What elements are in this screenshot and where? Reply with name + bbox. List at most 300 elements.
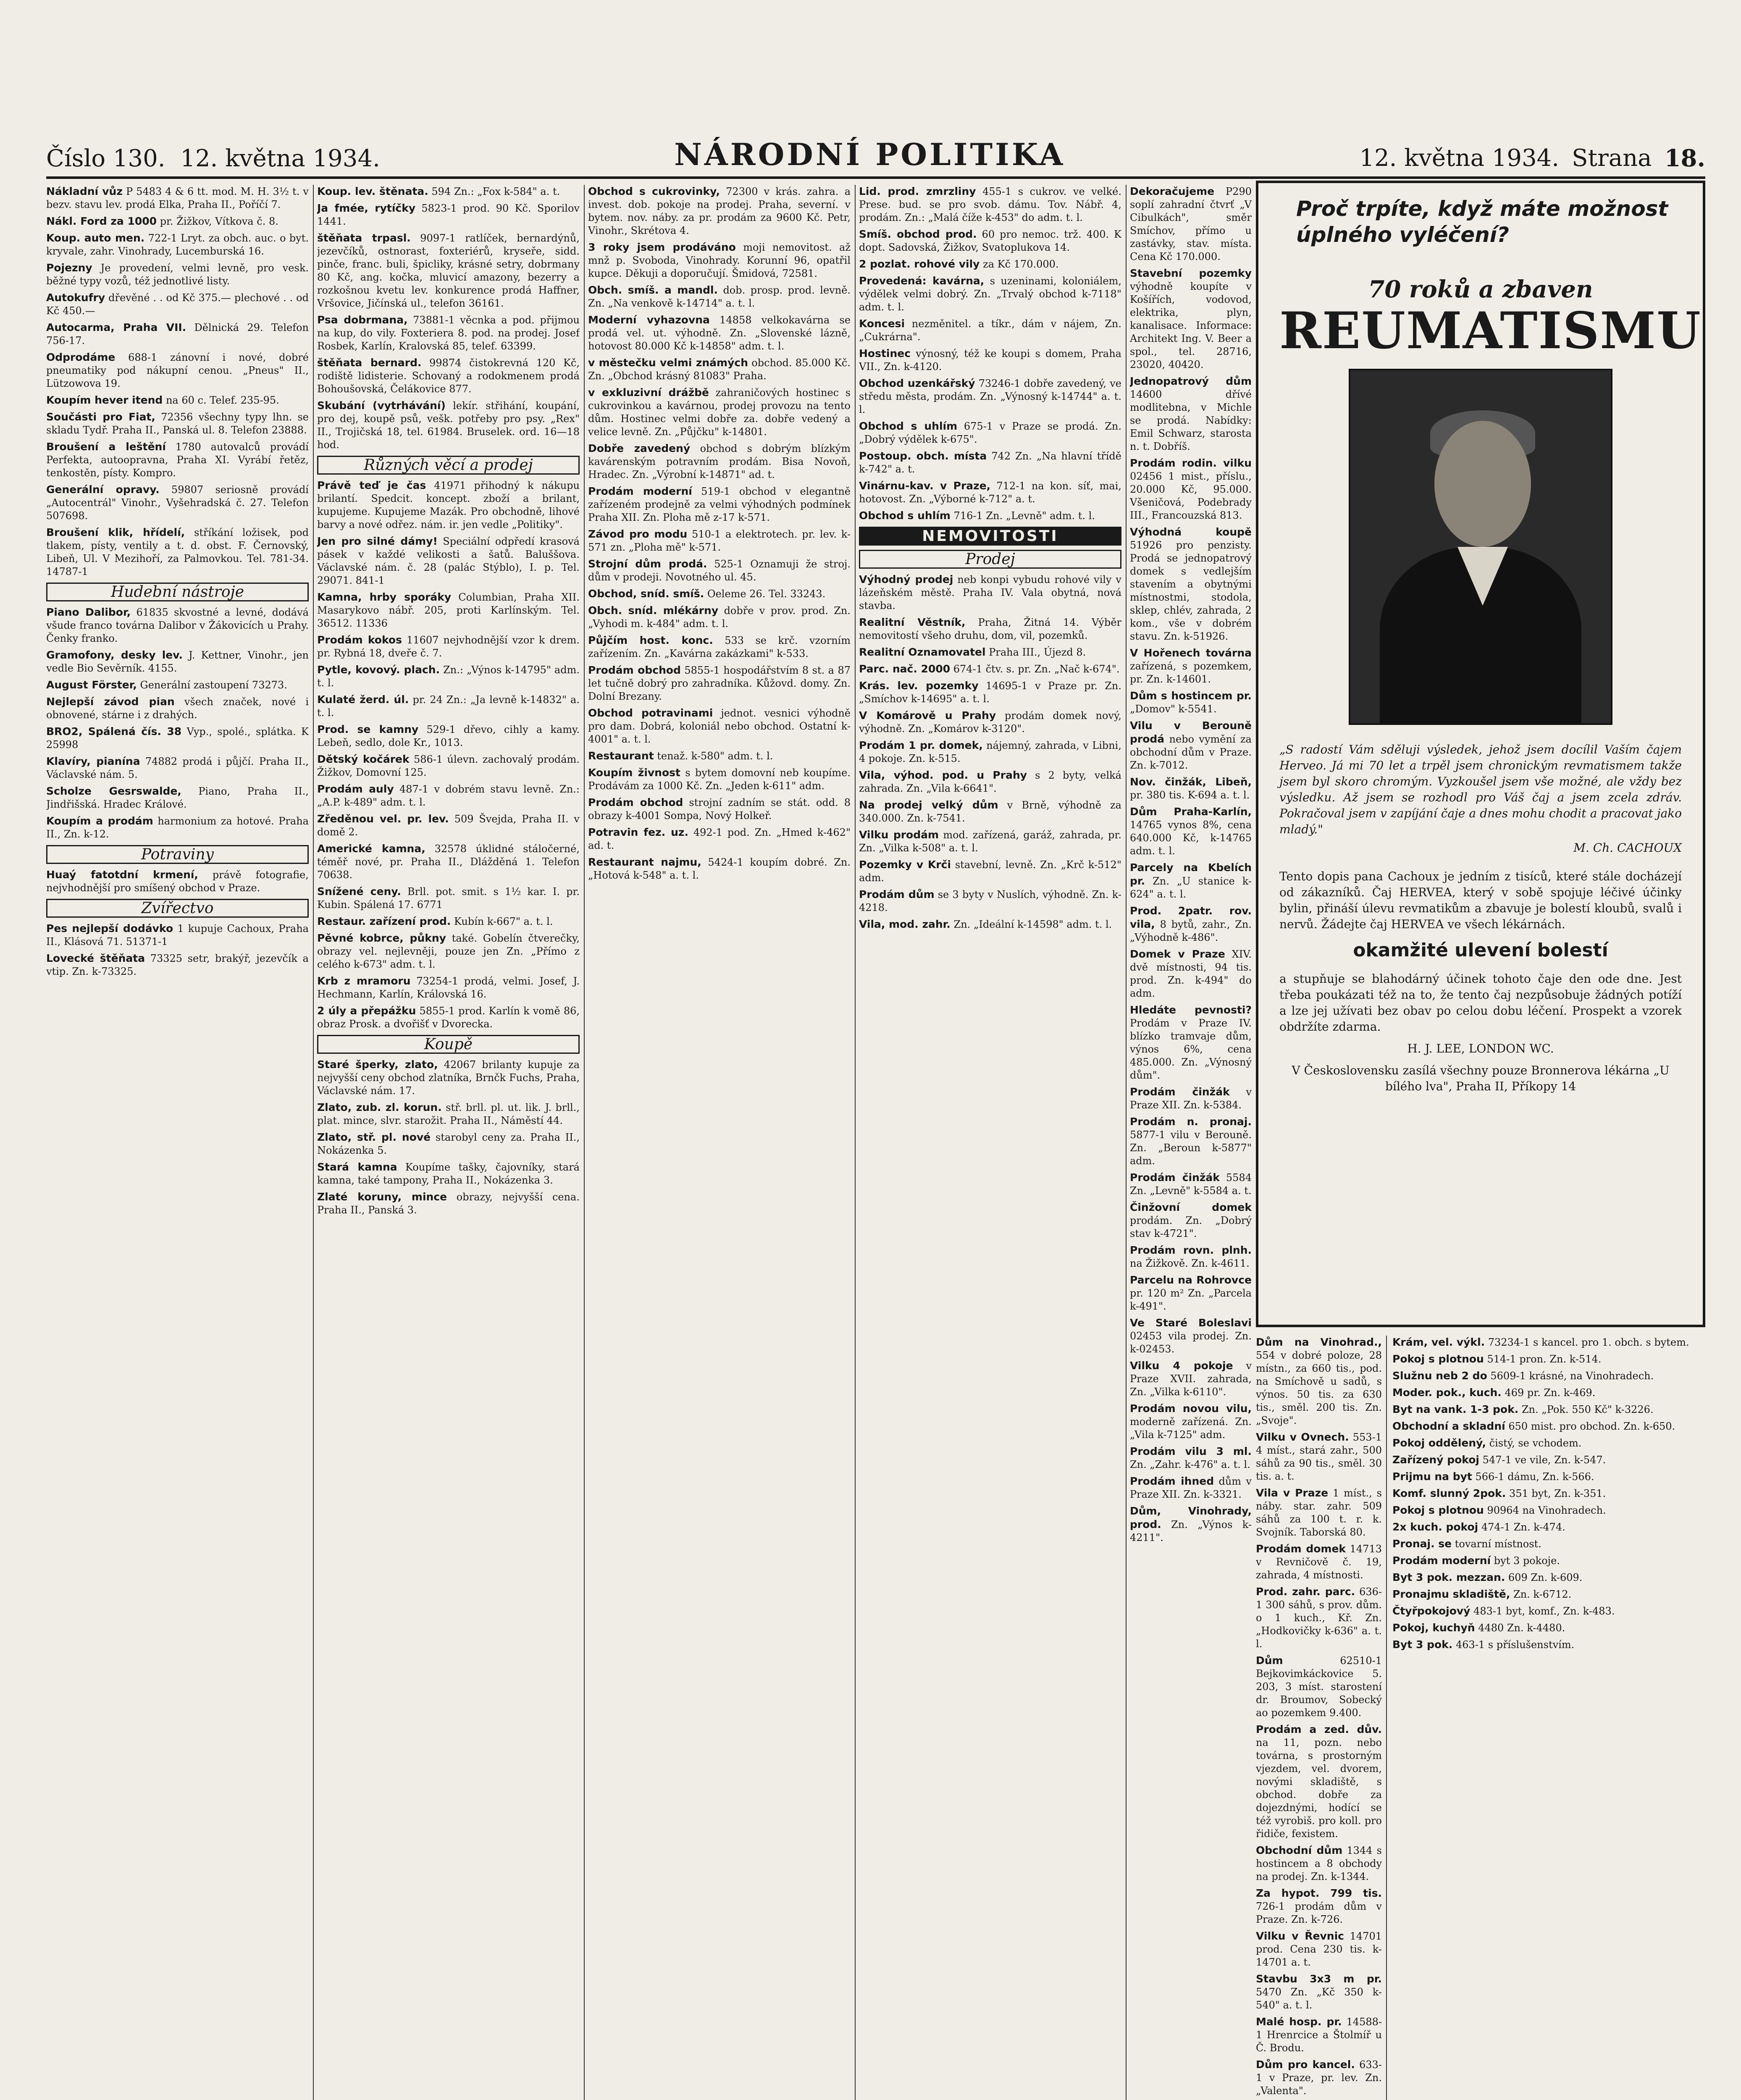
ad-text: 9097-1 ratlíček, bernardýnů, jezevčíků, ostnorast, foxteriérů, kryseře, sidd. pinče, franc. buli, špicliky, krásné setry, dobrmany 80 Kč, ang. kočka, mluvicí amazony, bezerry a rozkošnou kvetu lev. konkurence prodá Haffner, Vršovice, Jičínská ul., telefon 36161. (317, 232, 580, 309)
ad-title: Dům (1256, 1654, 1283, 1667)
ad-title: Vila, výhod. pod. u Prahy (859, 769, 1027, 781)
classified-column-5 (1130, 185, 1252, 2100)
ad-text: 469 pr. Zn. k-469. (1501, 1387, 1596, 1399)
ad-text: 72356 všechny typy lhn. se skladu Tydř. Praha II., Panská ul. 8. Telefon 23888. (46, 411, 309, 436)
classified-ad (46, 291, 309, 318)
ad-title: Psa dobrmana, (317, 314, 408, 326)
ad-text: 90964 na Vinohradech. (1484, 1504, 1606, 1516)
classified-ad (1256, 1336, 1382, 1427)
ad-text: čistý, se vchodem. (1486, 1437, 1582, 1449)
classified-ad (859, 274, 1121, 314)
ad-text: 14701 prod. Cena 230 tis. k-14701 a. t. (1256, 1930, 1382, 1968)
ad-title: 2 úly a přepážku (317, 1005, 416, 1017)
classified-ad (46, 351, 309, 390)
ad-text: Zn. „Výnos k-4211". (1130, 1519, 1252, 1544)
ad-title: Koupím hever itend (46, 394, 163, 406)
classified-ad (859, 662, 1121, 676)
classified-ad (1256, 1431, 1382, 1483)
ad-text: zahraničových hostinec s cukrovinkou a kavárnou, prodej provozu na tento dům. Hostinec velmi dobře za. dobře vedený a velice levně. Zn. „Půjčku" k-14801. (588, 387, 851, 438)
ad-text: 11607 nejvhodnější vzor k drem. pr. Rybná 18, dveře č. 7. (317, 634, 580, 659)
ad-text: 14588-1 Hrenrcice a Štolmíř u Č. Brodu. (1256, 2016, 1382, 2054)
classified-ad (317, 842, 580, 882)
ad-text: 633-1 v Praze, pr. lev. Zn. „Valenta". (1256, 2059, 1382, 2097)
issue-date-left: 12. května 1934. (180, 145, 380, 172)
ad-title: Obch. smíš. a mandl. (588, 284, 718, 296)
issue-number: Číslo 130. (46, 145, 165, 172)
ad-title: Skubání (vytrhávání) (317, 399, 446, 412)
classified-ad (1256, 2058, 1382, 2097)
ad-title: Pokoj, kuchyň (1392, 1622, 1475, 1634)
ad-title: Vilku v Ovnech. (1256, 1431, 1349, 1443)
ad-text: Je provedení, velmi levně, pro vesk. běžné typy vozů, též jednotlivé listy. (46, 262, 309, 287)
ad-title: Prodám domek (1256, 1543, 1346, 1555)
classified-ad (1130, 1085, 1252, 1112)
ad-title: Jednopatrový dům (1130, 375, 1252, 387)
classified-ad (317, 633, 580, 660)
ad-title: Pytle, kovový. plach. (317, 664, 440, 676)
ad-text: nájemný, zahrada, v Libni, 4 pokoje. Zn. k-515. (859, 740, 1121, 764)
ad-title: Vilku prodám (859, 829, 939, 841)
classified-ad (1392, 1369, 1705, 1383)
classified-ad (317, 723, 580, 749)
column-rule (313, 185, 314, 2100)
ad-text: 553-1 4 míst., stará zahr., 500 sáhů za 90 tis., směl. 30 tis. a. t. (1256, 1431, 1382, 1482)
ad-text: tovarní místnost. (1452, 1538, 1541, 1550)
ad-title: Činžovní domek (1130, 1201, 1252, 1213)
classified-column-7 (1392, 1336, 1705, 2100)
ad-testimonial: „S radostí Vám sděluji výsledek, jehož jsem docílil Vaším čajem Herveo. Já mi 70 let a trpěl jsem chronickým revmatismem takže jsem byl skoro chromým. Vyzkoušel jsem vše možné, ale vždy bez výsledku. Až jsem se rozhodl pro Váš čaj a jsem zcela zdráv. Pokračoval jsem v zapíjání čaje a dnes mohu chodit a pracovat jako mladý." (1279, 743, 1682, 836)
ad-title: Potravin fez. uz. (588, 826, 688, 838)
ad-text: pr. 24 Zn.: „Ja levně k-14832" a. t. l. (317, 694, 580, 719)
classified-ad (859, 420, 1121, 446)
classified-ad (588, 442, 851, 481)
ad-title: Moderní vyhazovna (588, 314, 710, 326)
classified-ad (1392, 1621, 1705, 1635)
classified-ad (588, 528, 851, 554)
issue-date-right: 12. května 1934. (1359, 144, 1560, 172)
ad-text: 5470 Zn. „Kč 350 k-540" a. t. l. (1256, 1986, 1382, 2011)
ad-title: Pronajmu skladiště, (1392, 1588, 1510, 1600)
ad-text: prodám. Zn. „Dobrý stav k-4721". (1130, 1215, 1252, 1239)
ad-text: 8 bytů, zahr., Zn. „Výhodně k-486". (1130, 919, 1252, 943)
ad-title: Pokoj s plotnou (1392, 1504, 1484, 1516)
ad-text: 609 Zn. k-609. (1505, 1572, 1583, 1583)
ad-title: Prodám a zed. dův. (1256, 1723, 1382, 1735)
classified-ad (859, 739, 1121, 765)
classified-ad (588, 284, 851, 310)
ad-text: 73254-1 prodá, velmi. Josef, J. Hechmann, Karlín, Královská 16. (317, 975, 580, 1000)
classified-ad (859, 709, 1121, 735)
section-heading: NEMOVITOSTI (859, 527, 1121, 546)
classified-ad (46, 725, 309, 751)
ad-text: 02453 vila prodej. Zn. k-02453. (1130, 1330, 1252, 1355)
ad-text: na 11, pozn. nebo továrna, s prostorným vjezdem, vel. dvorem, novými skladiště, s obchod. dobře za dojezdnými, hodící se též vyrobiš. pro koll. pro řidiče, fexistem. (1256, 1737, 1382, 1840)
ad-text: stříkání ložisek, pod tlakem, písty, ventily a t. d. obst. F. Černovský, Libeň, Ul. V Mezihoří, za Palmovkou. Tel. 781-34. 14787-1 (46, 527, 309, 578)
classified-ad (859, 616, 1121, 642)
ad-title: Generální opravy. (46, 483, 160, 496)
ad-text: s bytem domovní neb koupíme. Prodávám za 1000 Kč. Zn. „Jeden k-611" adm. (588, 767, 851, 792)
ad-title: Prod. 2patr. rov. vila, (1130, 905, 1252, 930)
classified-ad (317, 915, 580, 928)
ad-title: Prodám obchod (588, 796, 683, 808)
ad-text: harmonium za hotové. Praha II., Zn. k-12. (46, 815, 309, 840)
ad-title: Piano Dalibor, (46, 606, 131, 618)
classified-ad (1392, 1504, 1705, 1517)
classified-ad (317, 663, 580, 690)
classified-ad (317, 1160, 580, 1187)
ad-title: Realitní Oznamovatel (859, 646, 986, 658)
ad-text: 509 Švejda, Praha II. v domě 2. (317, 813, 580, 838)
ad-text: 14713 v Revničově č. 19, zahrada, 4 místnosti. (1256, 1543, 1382, 1581)
ad-text: Piano, Praha II., Jindřišská. Hradec Králové. (46, 785, 309, 810)
ad-text: 533 se krč. vzorním zařízením. Zn. „Kavárna zakázkami" k-533. (588, 635, 851, 659)
classified-ad (46, 678, 309, 692)
classified-ad (1130, 1273, 1252, 1313)
classified-column-3 (588, 185, 851, 2100)
ad-title: Zlaté koruny, mince (317, 1191, 447, 1203)
ad-title: Prijmu na byt (1392, 1470, 1472, 1483)
ad-text: Praha, Žitná 14. Výběr nemovitostí všeho druhu, dom, vil, pozemků. (859, 617, 1121, 641)
ad-relief: okamžité ulevení bolestí (1353, 940, 1608, 961)
ad-text: výhodně koupíte v Košířích, vodovod, elektrika, plyn, kanalisace. Informace: Architekt Ing. V. Beer a spol., tel. 28716, 23020, 40420. (1130, 281, 1252, 370)
ad-text: 636-1 300 sáhů, s prov. dům. o 1 kuch., Kř. Zn. „Hodkovičky k-636" a. t. l. (1256, 1586, 1382, 1650)
ad-text: 41971 přihodný k nákupu brilantí. Spedcit. koncept. zboží a brilant, kupujeme. Kupujeme Mazák. Pro obchodně, lihové barvy a nové odřez. nám. ir. jen vedle „Politiky". (317, 480, 580, 530)
classified-ad (859, 858, 1121, 885)
ad-title: Huaý fatotdní krmení, (46, 869, 198, 881)
ad-text: 59807 seriosně provádí „Autocentrál" Vinohr., Vyšehradská č. 27. Telefon 507698. (46, 484, 309, 522)
ad-title: Dům Praha-Karlín, (1130, 806, 1252, 818)
ad-text: strojní zadním se stát. odd. 8 obrazy k-4001 Sompa, Nový Holkeř. (588, 797, 851, 822)
ad-title: Koupím a prodám (46, 815, 153, 827)
classified-ad (1130, 1115, 1252, 1168)
ad-title: Realitní Věstník, (859, 616, 966, 628)
classified-ad (1130, 904, 1252, 944)
ad-title: Pokoj s plotnou (1392, 1353, 1484, 1365)
ad-text: Columbian, Praha XII. Masarykovo nábř. 205, proti Karlínským. Tel. 36512. 11336 (317, 591, 580, 629)
ad-text: 529-1 dřevo, cihly a kamy. Lebeň, sedlo, dole Kr., 1013. (317, 724, 580, 748)
ad-title: Kulaté žerd. úl. (317, 693, 409, 706)
ad-text: Zn. „Zahr. k-476" a. t. l. (1130, 1459, 1250, 1470)
classified-ad (588, 241, 851, 280)
classified-ad (1256, 1844, 1382, 1883)
masthead (46, 136, 1705, 179)
classified-ad (46, 483, 309, 522)
section-heading: Zvířectvo (46, 899, 309, 918)
classified-ad (1392, 1588, 1705, 1601)
ad-text: 73881-1 věcnka a pod. přijmou na kup, do vily. Foxteriera 8. pod. na prodej. Josef Rosbek, Karlín, Kralovská 85, telef. 63399. (317, 314, 580, 352)
ad-text: v Praze XVII. zahrada, Zn. „Vilka k-6110". (1130, 1360, 1252, 1398)
ad-title: Prodám činžák (1130, 1171, 1220, 1184)
ad-title: Prodám vilu 3 ml. (1130, 1445, 1252, 1457)
classified-ad (1130, 267, 1252, 371)
ad-title: Pokoj oddělený, (1392, 1437, 1486, 1449)
ad-text: nezměnitel. a tíkr., dám v nájem, Zn. „Cukrárna". (859, 318, 1121, 343)
classified-ad (1392, 1554, 1705, 1567)
ad-text: 566-1 dámu, Zn. k-566. (1472, 1471, 1594, 1483)
ad-title: Autocarma, Praha VII. (46, 321, 186, 333)
ad-text: 514-1 pron. Zn. k-514. (1484, 1353, 1602, 1365)
ad-title: Právě teď je čas (317, 479, 426, 491)
ad-title: Dobře zavedený (588, 442, 691, 454)
ad-title: Prodám 1 pr. domek, (859, 739, 983, 751)
classified-ad (1256, 1585, 1382, 1651)
ad-text: 742 Zn. „Na hlavní třídě k-742" a. t. (859, 450, 1121, 475)
classified-ad (46, 785, 309, 811)
classified-ad (46, 952, 309, 978)
ad-question: Proč trpíte, když máte možnost úplného vyléčení? (1296, 197, 1668, 247)
classified-ad (317, 313, 580, 353)
ad-text: byt 3 pokoje. (1491, 1555, 1560, 1567)
ad-text: 5609-1 krásné, na Vinohradech. (1487, 1370, 1654, 1382)
ad-title: Vilku v Řevnic (1256, 1930, 1344, 1942)
classified-ad (1130, 1475, 1252, 1501)
classified-ad (46, 755, 309, 781)
ad-text: 455-1 s cukrov. ve velké. Prese. bud. se pro svob. dámu. Tov. Nábř. 4, prodám. Zn.: „Malá číže k-453" do adm. t. l. (859, 186, 1121, 223)
ad-text: 716-1 Zn. „Levně" adm. t. l. (950, 510, 1095, 522)
ad-title: Stavbu 3x3 m pr. (1256, 1973, 1382, 1985)
classified-ad (1392, 1571, 1705, 1584)
classified-ad (1130, 1003, 1252, 1082)
ad-title: Dětský kočárek (317, 753, 410, 765)
ad-text: dům v Praze XII. Zn. k-3321. (1130, 1475, 1252, 1500)
column-rule (1126, 185, 1127, 2100)
ad-text: na Žižkově. Zn. k-4611. (1130, 1257, 1250, 1269)
ad-title: Smíš. obchod prod. (859, 228, 977, 240)
ad-title: Koup. auto men. (46, 232, 145, 244)
ad-text: 492-1 pod. Zn. „Hmed k-462" ad. t. (588, 827, 851, 851)
ad-text: 99874 čistokrevná 120 Kč, rodiště lidisterie. Schovaný a rodokmenem prodá Bohoušovská, Čelákovice 877. (317, 357, 580, 395)
classified-ad (46, 814, 309, 841)
ad-title: Restaur. zařízení prod. (317, 915, 451, 927)
page-number: 18. (1664, 144, 1705, 172)
classified-ad (1392, 1453, 1705, 1467)
classified-ad (588, 826, 851, 852)
ad-title: Prodám moderní (1392, 1554, 1491, 1567)
ad-title: Dům na Vinohrad., (1256, 1336, 1382, 1348)
classified-ad (46, 868, 309, 895)
section-heading: Hudební nástroje (46, 583, 309, 601)
classified-ad (588, 749, 851, 763)
ad-title: Byt 3 pok. mezzan. (1392, 1571, 1505, 1583)
ad-title: Stará kamna (317, 1161, 397, 1173)
ad-title: Prodám dům (859, 888, 935, 900)
ad-title: Prodám n. pronaj. (1130, 1116, 1252, 1128)
classified-ad (859, 347, 1121, 373)
ad-text: pr. Žižkov, Vítkova č. 8. (157, 215, 278, 227)
ad-title: Nákladní vůz (46, 185, 123, 197)
column-rule (855, 185, 856, 2100)
ad-title: v městečku velmi známých (588, 357, 748, 369)
ad-title: Prodám kokos (317, 634, 402, 646)
ad-title: Na prodej velký dům (859, 799, 998, 811)
ad-title: Kamna, hrby sporáky (317, 591, 452, 603)
column-rule (584, 185, 585, 2100)
ad-distributor: V Československu zasílá všechny pouze Bronnerova lékárna „U bílého lva", Praha II, Příkopy 14 (1292, 1063, 1670, 1093)
classified-ad (1130, 525, 1252, 643)
ad-title: 2x kuch. pokoj (1392, 1521, 1478, 1533)
ad-title: Strojní dům prodá. (588, 558, 707, 570)
ad-text: 586-1 úlevn. zachovalý prodám. Žižkov, Domovní 125. (317, 753, 580, 778)
classified-ad (859, 509, 1121, 522)
classified-ad (859, 828, 1121, 855)
ad-text: 674-1 čtv. s. pr. Zn. „Nač k-674". (950, 663, 1120, 675)
classified-ad (1256, 2015, 1382, 2055)
ad-text: 5823-1 prod. 90 Kč. Sporilov 1441. (317, 202, 580, 227)
ad-text: tenaž. k-580" adm. t. l. (654, 750, 773, 762)
ad-text: 5424-1 koupím dobré. Zn. „Hotová k-548" a. t. l. (588, 856, 851, 881)
ad-title: BRO2, Spálená čís. 38 (46, 725, 182, 738)
ad-text: P 5483 4 & 6 tt. mod. M. H. 3½ t. v bezv. stavu lev. prodá Elka, Praha II., Poříčí 7. (46, 186, 309, 210)
classified-ad (588, 856, 851, 882)
classified-ad (1392, 1436, 1705, 1450)
ad-text: 73246-1 dobře zavedený, ve středu města, prodám. Zn. „Výnosný k-14744" a. t. l. (859, 378, 1121, 415)
classified-ad (859, 573, 1121, 612)
ad-title: Parcelu na Rohrovce (1130, 1274, 1252, 1286)
classified-ad (588, 766, 851, 793)
ad-title: Nákl. Ford za 1000 (46, 215, 157, 227)
classified-ad (859, 679, 1121, 706)
ad-title: Malé hosp. pr. (1256, 2016, 1342, 2028)
classified-ad (1130, 1201, 1252, 1240)
ad-title: Prodám rodin. vilku (1130, 457, 1252, 469)
ad-title: Parc. nač. 2000 (859, 663, 951, 675)
classified-ad (1130, 457, 1252, 522)
ad-text: 675-1 v Praze se prodá. Zn. „Dobrý výdělek k-675". (859, 420, 1121, 445)
classified-ad (317, 399, 580, 452)
ad-title: Vila v Praze (1256, 1487, 1329, 1499)
ad-title: Odprodáme (46, 351, 116, 363)
ad-text: v Praze XII. Zn. k-5384. (1130, 1086, 1252, 1111)
classified-ad (588, 664, 851, 703)
classified-ad (317, 1004, 580, 1031)
ad-title: Koncesi (859, 318, 905, 330)
ad-title: Obchod uzenkářský (859, 377, 975, 389)
classified-ad (1130, 775, 1252, 802)
ad-title: Koup. lev. štěnata. (317, 185, 428, 197)
ad-text: J. Kettner, Vinohr., jen vedle Bio Sevěrník. 4155. (46, 649, 309, 674)
classified-ad (1130, 1171, 1252, 1197)
classified-ad (588, 634, 851, 660)
ad-text: pr. 120 m² Zn. „Parcela k-491". (1130, 1287, 1252, 1312)
ad-title: Obchod s cukrovinky, (588, 185, 720, 197)
newspaper-title: NÁRODNÍ POLITIKA (674, 136, 1066, 172)
ad-title: 2 pozlat. rohové vily (859, 258, 980, 270)
classified-ad (317, 885, 580, 911)
classified-ad (588, 796, 851, 822)
classified-ad (46, 922, 309, 948)
ad-text: 510-1 a elektrotech. pr. lev. k-571 zn. „Ploha mě" k-571. (588, 528, 851, 553)
ad-title: V Hořenech továrna (1130, 647, 1252, 659)
ad-title: Lid. prod. zmrzliny (859, 185, 976, 197)
ad-title: Výhodná koupě (1130, 526, 1252, 538)
ad-text: stavební, levně. Zn. „Krč k-512" adm. (859, 859, 1121, 884)
ad-title: Ja fmée, rytíčky (317, 202, 416, 214)
classified-ad (1130, 646, 1252, 686)
ad-text: 525-1 Oznamuji že stroj. dům v prodeji. Novotného ul. 45. (588, 558, 851, 583)
ad-text: dobře v prov. prod. Zn. „Vyhodi m. k-484" adm. t. l. (588, 605, 851, 630)
classified-ad (46, 526, 309, 578)
classified-ad (859, 449, 1121, 476)
classified-ad (46, 440, 309, 480)
ad-title: Staré šperky, zlato, (317, 1058, 438, 1071)
classified-ad (46, 321, 309, 347)
ad-text: 60 pro nemoc. trž. 400. K dopt. Sadovská, Žižkov, Svatoplukova 14. (859, 228, 1121, 253)
classified-ad (317, 479, 580, 531)
classified-ad (317, 812, 580, 839)
classified-ad (1130, 375, 1252, 453)
classified-ad (1392, 1420, 1705, 1433)
ad-title: Krb z mramoru (317, 975, 411, 987)
ad-title: Restaurant najmu, (588, 856, 701, 868)
ad-title: Dekoračujeme (1130, 185, 1215, 197)
ad-title: Scholze Gesrswalde, (46, 785, 181, 797)
ad-title: Hostinec (859, 347, 911, 360)
ad-title: Byt na vank. 1-3 pok. (1392, 1403, 1519, 1415)
ad-text: také. Gobelín čtverečky, obrazy vel. nejlevněji, pouze jen Zn. „Přímo z celého k-673" adm. t. l. (317, 932, 580, 970)
ad-title: Prodám obchod (588, 664, 681, 676)
classified-ad (1392, 1352, 1705, 1366)
ad-title: Zařízený pokoj (1392, 1454, 1479, 1466)
ad-text: 5855-1 hospodářstvím 8 st. a 87 let tučně dobrý pro zahradníka. Kůžovd. domy. Zn. Dolní Brezany. (588, 664, 851, 702)
ad-text: dřevěné . . od Kč 375.— plechové . . od Kč 450.— (46, 292, 309, 317)
ad-title: Dům s hostincem pr. (1130, 690, 1252, 702)
ad-title: August Förster, (46, 679, 137, 691)
ad-text: 519-1 obchod v elegantně zařízeném prodejně za velmi výhodných podmínek Praha XII. Zn. Ploha mě z-17 k-571. (588, 486, 851, 523)
classified-ad (1256, 1723, 1382, 1840)
ad-text: Speciální odpředí krasová pásek v každé velikosti a šatů. Baluššova. Václavské nám. č. 28 (palác Stýblo), I. p. Tel. 29071. 841-1 (317, 536, 580, 586)
ad-title: Americké kamna, (317, 843, 425, 855)
ad-title: Vinárnu-kav. v Praze, (859, 480, 991, 492)
reumatismus-advertisement (1256, 181, 1705, 1327)
ad-text: XIV. dvě místnosti, 94 tis. prod. Zn. k-494" do adm. (1130, 948, 1252, 999)
ad-text: Kubín k-667" a. t. l. (451, 916, 553, 927)
classified-ad (1392, 1537, 1705, 1551)
ad-text: 547-1 ve vile, Zn. k-547. (1479, 1454, 1606, 1466)
classified-ad (317, 591, 580, 630)
classified-ad (317, 356, 580, 396)
ad-title: Postoup. obch. místa (859, 450, 987, 462)
ad-age-line: 70 roků a zbaven (1368, 276, 1593, 303)
ad-text: Koupíme tašky, čajovníky, stará kamna, také tampony, Praha II., Nokázenka 3. (317, 1161, 580, 1186)
ad-text: 688-1 zánovní i nové, dobré pneumatiky pod nákupní cenou. „Pneus" II., Lützowova 19. (46, 352, 309, 389)
ad-headline: REUMATISMU (1279, 301, 1702, 360)
ad-title: Pronaj. se (1392, 1538, 1452, 1550)
classified-column-4 (859, 185, 1121, 2100)
classified-ad (46, 185, 309, 211)
ad-text: lekír. střihání, koupání, pro dej, koupě psů, vešk. potřeby pro psy. „Rex" II., Trojičská 18, tel. 61984. Bruselek. ord. 16—18 hod. (317, 400, 580, 451)
ad-text: 14600 dřívé modlitebna, v Michle se prodá. Nabídky: Emil Schwarz, starosta n. t. Dobříš. (1130, 388, 1252, 452)
classified-ad (317, 535, 580, 587)
ad-text: moji nemovitost. až mnž p. Svoboda, Vinohrady. Korunní 96, opatřil kupce. Děkuji a doporučují. Šmidová, 72581. (588, 242, 851, 279)
ad-text: neb konpi vybudu rohové vily v lázeňském městě. Praha IV. Vala obytná, nová stavba. (859, 574, 1121, 612)
ad-title: Prodám rovn. plnh. (1130, 1244, 1252, 1256)
classified-ad (317, 1058, 580, 1097)
ad-title: Pojezny (46, 262, 92, 274)
classified-ad (46, 394, 309, 407)
ad-title: Obchod, sníd. smíš. (588, 588, 704, 600)
ad-title: Zlato, stř. pl. nové (317, 1131, 431, 1143)
ad-text: 72300 v krás. zahra. a invest. dob. pokoje na prodej. Praha, severní. v bytem. nov. náby. za pr. prodám za 9600 Kč. Petr, Vinohr., Skrétova 4. (588, 186, 851, 236)
ad-title: Broušení klik, hřídelí, (46, 526, 185, 538)
classified-ad (1130, 689, 1252, 716)
issue-and-date (46, 145, 380, 172)
ad-title: Restaurant (588, 750, 654, 762)
ad-title: Dům, Vinohrady, prod. (1130, 1505, 1252, 1530)
ad-title: Snížené ceny. (317, 885, 401, 898)
ad-text: na 60 c. Telef. 235-95. (163, 394, 279, 406)
classified-ad (588, 604, 851, 630)
ad-text: za Kč 170.000. (979, 258, 1059, 270)
